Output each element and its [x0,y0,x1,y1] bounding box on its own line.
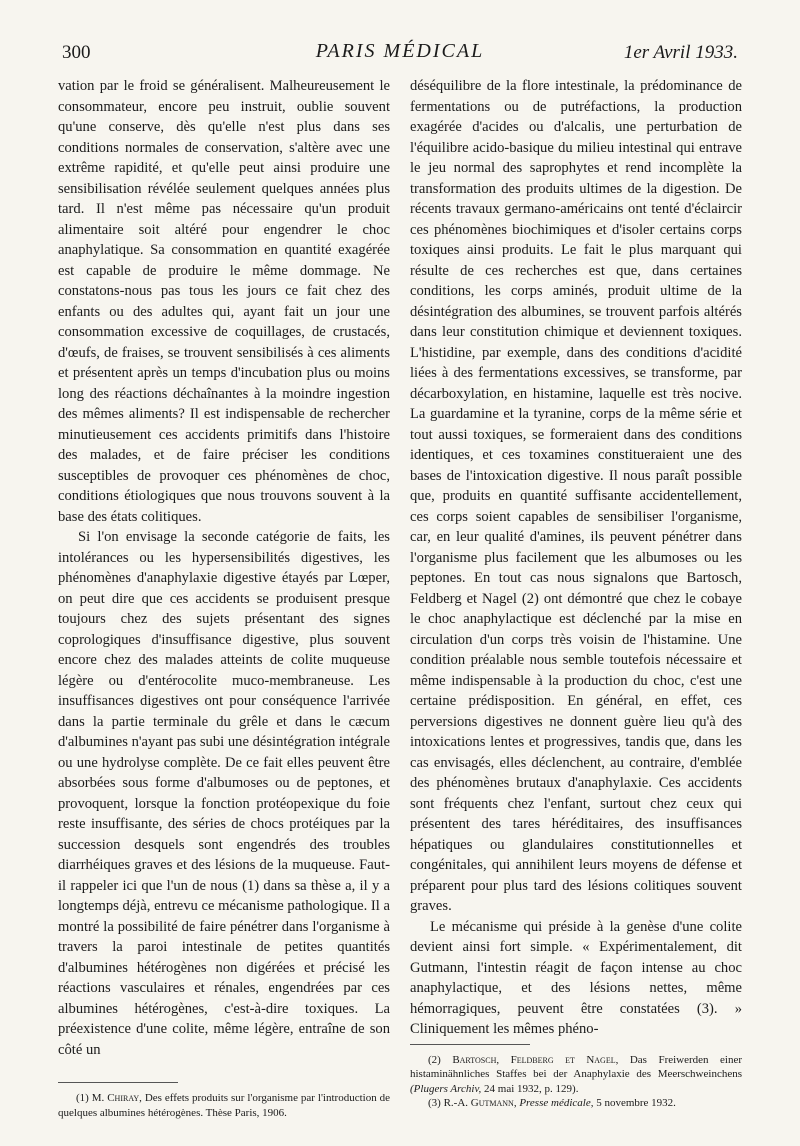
right-paragraph-1: déséquilibre de la flore intestinale, la prédominance de fermentations ou de putréfactions, la production exagérée d'acides ou d'alcalis, une perturbation de l'équilibre acido-basique du milieu intestinal qui entrave le jeu normal des saprophytes et rend incomplète la transformation des produits ultimes de la digestion. De récents travaux germano-américains ont tenté d'éclaircir ces phénomènes biochimiques et d'isoler certains corps toxiques ainsi produits. Le fait le plus marquant qui résulte de ces recherches est que, dans certaines conditions, les corps aminés, produit ultime de la désintégration des albumines, se trouvent parfois altérés dans leur constitution chimique et deviennent toxiques. L'histidine, par exemple, dans des conditions d'acidité liées à des fermentations excessives, se transforme, par décarboxylation, en histamine, laquelle est très nocive. La guardamine et la tyranine, corps de la même série et tout aussi toxiques, se formeraient dans des conditions identiques, et ces toxamines constitueraient une des bases de l'intoxication digestive. Il nous paraît possible que, produits en quantité suffisante accidentellement, ces corps soient capables de sensibiliser l'organisme, car, en leur qualité d'amines, ils peuvent pénétrer dans l'organisme plus facilement que les albumoses ou les peptones. En tout cas nous signalons que Bartosch, Feldberg et Nagel (2) ont démontré que chez le cobaye le choc anaphylactique est déclenché par la mise en circulation d'un corps très voisin de l'histamine. Une condition préalable nous semble toutefois nécessaire et même indispensable à la production du choc, c'est une certaine prédisposition. En général, en effet, ces perversions digestives ne donnent guère lieu qu'à des intoxications lentes et progressives, tandis que, dans les cas envisagés, elles déclenchent, au contraire, d'emblée des phénomènes brutaux d'anaphylaxie. Ces accidents sont fréquents chez l'enfant, surtout chez ceux qui présentent des tares héréditaires, des insuffisances hépatiques ou glandulaires constitutionnelles et congénitales, qui annihilent leurs moyens de défense et préparent pour plus tard des lésions colitiques souvent graves. [410,78,742,914]
left-paragraph-2: Si l'on envisage la seconde catégorie de faits, les intolérances ou les hypersensibilités digestives, les phénomènes d'anaphylaxie digestive étayés par Lœper, on peut dire que ces accidents se produisent presque toujours chez des sujets présentant des signes coprologiques d'insuffisance digestive, plus souvent encore chez des malades atteints de colite muqueuse légère ou d'entérocolite muco-membraneuse. Les insuffisances digestives ont pour conséquence l'arrivée dans la partie terminale du grêle et dans le cæcum d'albumines n'ayant pas subi une désintégration intégrale ou une hydrolyse complète. De ce fait elles peuvent être absorbées sous forme d'albumoses ou de peptones, et provoquent, lorsque la fonction protéopexique du foie reste insuffisante, des séries de chocs protéiques par la succession desquels sont engendrés des troubles diarrhéiques graves et des lésions de la muqueuse. Faut-il rappeler ici que l'un de nous (1) dans sa thèse a, il y a longtemps déjà, entrevu ce mécanisme pathologique. Il a montré la possibilité de faire pénétrer dans l'organisme à travers la paroi intestinale de petites quantités d'albumines hétérogènes non digérées et précisé les réactions vasculaires et rénales, engendrées par ces albumines hétérogènes, c'est-à-dire toxiques. La préexistence d'une colite, même légère, entraîne de son côté un [58,529,390,1058]
footnote-3-marker: (3) [428,1097,441,1109]
issue-date: 1er Avril 1933. [623,42,738,63]
footnote-2-text: Das Freiwerden einer histaminähnliches Staffes bei der Anaphylaxie des Meerschweinchens [410,1053,743,1080]
page-header [62,38,738,68]
footnote-2-authors: Bartosch, Feldberg et Nagel, [452,1053,619,1066]
footnote-2-journal: (Plugers Archiv, [410,1082,482,1095]
footnote-3-date: 5 novembre 1932. [596,1097,676,1109]
right-paragraph-2: Le mécanisme qui préside à la genèse d'une colite devient ainsi fort simple. « Expérimentalement, dit Gutmann, l'intestin réagit de façon intense au choc anaphylactique, et des lésions nettes, même hémorragiques, peuvent être constatées (3). » Cliniquement les mêmes phéno- [410,918,742,1037]
footnote-2-ref: 24 mai 1932, p. 129). [484,1082,579,1095]
left-column [58,76,390,1120]
footnote-divider [410,1044,530,1045]
footnote-1 [58,1091,390,1120]
footnote-3-author: R.-A. Gutmann, [443,1097,517,1109]
footnote-1-text: Des effets produits sur l'organisme par l'introduction de quelques albumines hétérogènes. Thèse Paris, 1906. [58,1092,390,1119]
footnote-2-marker: (2) [428,1053,441,1066]
left-paragraph-1: vation par le froid se généralisent. Malheureusement le consommateur, encore peu instruit, oublie souvent qu'une conserve, dès qu'elle n'est plus dans ses conditions normales de conservation, s'altère avec une extrême rapidité, et qu'elle peut ainsi produire une sensibilisation révélée seulement quelques années plus tard. Il n'est même pas nécessaire qu'un produit alimentaire soit altéré pour engendrer le choc anaphylatique. Sa consommation en quantité exagérée est capable de produire le même dommage. Ne constatons-nous pas tous les jours ce fait chez des enfants ou des adultes qui, ayant fait un jour une consommation excessive de coquillages, de crustacés, d'œufs, de fraises, se trouvent sensibilisés à ces aliments et présentent après un temps d'incubation plus ou moins long des réactions déchaînantes à la moindre ingestion des mêmes aliments? Il est indispensable de rechercher minutieusement ces accidents primitifs dans l'histoire des malades, et de faire préciser les conditions susceptibles de provoquer ces phénomènes de choc, conditions étiologiques que nous trouvons souvent à la base des états colitiques. [58,78,390,525]
footnote-3 [410,1096,742,1111]
footnote-3-journal: Presse médicale, [519,1097,594,1109]
footnote-2 [410,1053,742,1097]
footnote-1-marker: (1) [76,1092,89,1104]
page-number: 300 [62,42,91,63]
journal-title: PARIS MÉDICAL [315,40,485,62]
footnote-divider [58,1082,178,1083]
footnote-1-author: M. Chiray, [91,1092,142,1104]
right-column [410,76,742,1111]
